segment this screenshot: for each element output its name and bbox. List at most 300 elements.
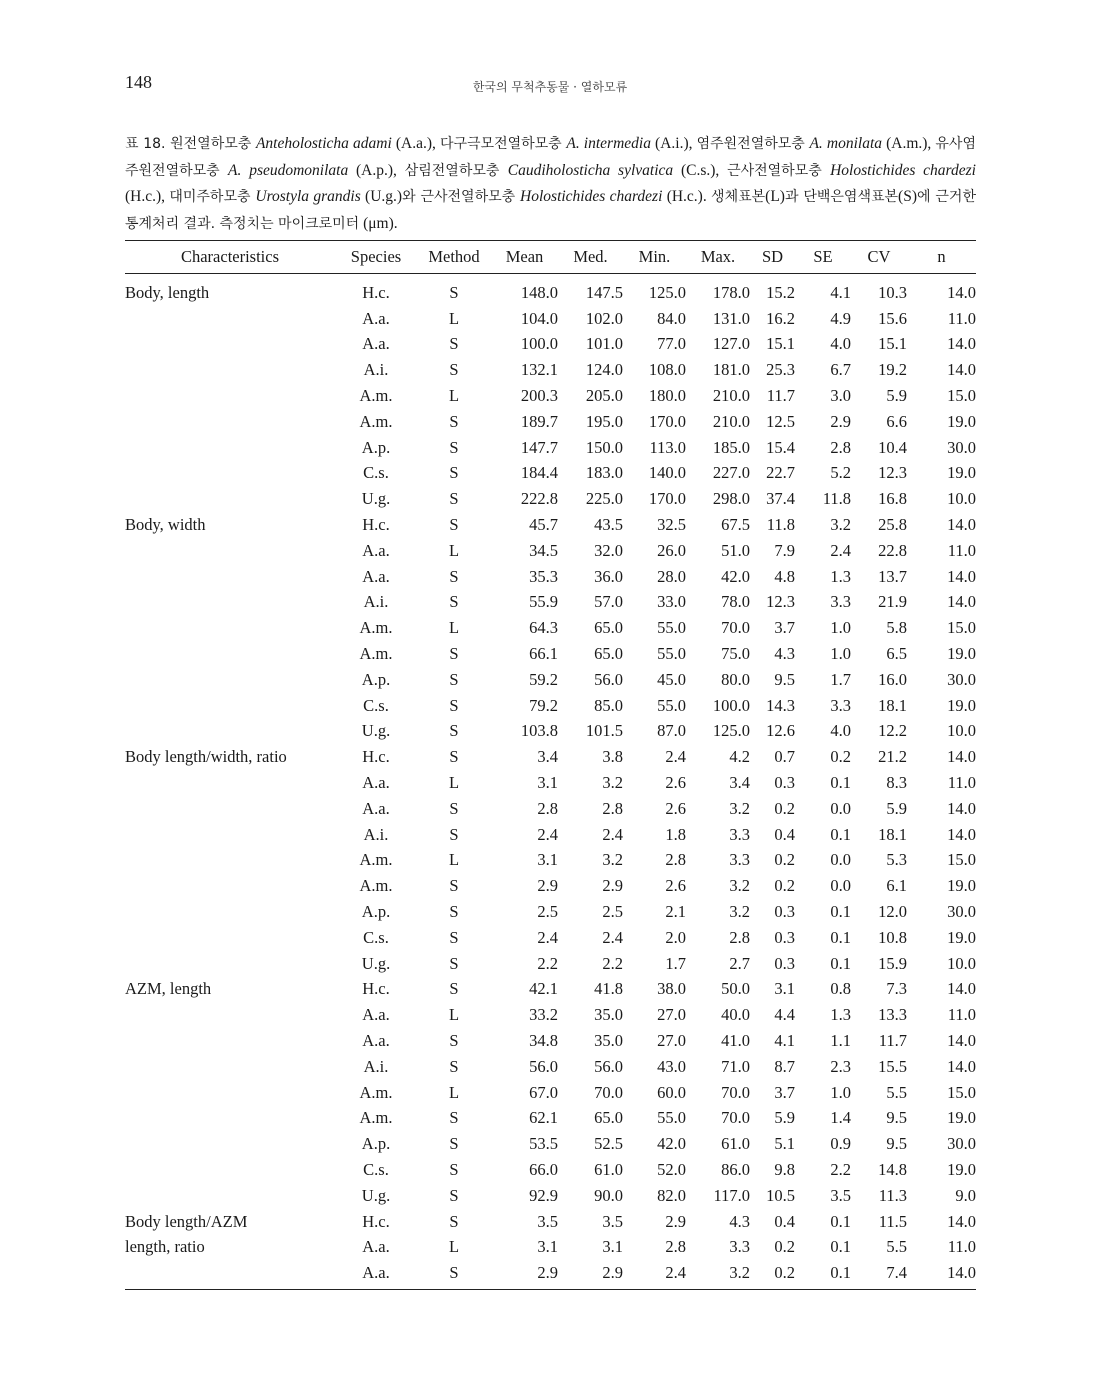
sd-cell: 12.3 [766, 592, 795, 612]
table-row [125, 744, 976, 770]
median-cell: 65.0 [594, 644, 623, 664]
cv-cell: 5.5 [886, 1082, 907, 1102]
median-cell: 2.4 [602, 824, 623, 844]
header-method: Method [417, 241, 491, 274]
sd-cell: 3.1 [774, 979, 795, 999]
max-cell: 70.0 [721, 1108, 750, 1128]
caption-text: 염주원전열하모충 [696, 136, 810, 152]
se-cell: 4.1 [830, 282, 851, 302]
characteristic-cell [125, 409, 335, 435]
cv-cell: 15.9 [878, 953, 907, 973]
median-cell: 56.0 [594, 1056, 623, 1076]
header-row [125, 241, 976, 274]
se-cell: 2.9 [830, 411, 851, 431]
species-cell: U.g. [361, 721, 391, 741]
n-cell: 10.0 [947, 953, 976, 973]
species-cell: A.m. [359, 618, 393, 638]
characteristic-cell [125, 1157, 335, 1183]
se-cell: 6.7 [830, 360, 851, 380]
method-cell: S [449, 644, 459, 664]
characteristic-cell: Body length/AZM [125, 1211, 248, 1231]
n-cell: 19.0 [947, 1108, 976, 1128]
min-cell: 82.0 [657, 1185, 686, 1205]
species-cell: A.a. [362, 1005, 390, 1025]
median-cell: 35.0 [594, 1005, 623, 1025]
se-cell: 0.9 [830, 1134, 851, 1154]
sd-cell: 3.7 [774, 618, 795, 638]
method-cell: S [449, 721, 459, 741]
caption-text: 근사전열하모충 [727, 162, 831, 179]
characteristic-cell [125, 1260, 335, 1289]
max-cell: 78.0 [721, 592, 750, 612]
min-cell: 77.0 [657, 334, 686, 354]
max-cell: 2.7 [729, 953, 750, 973]
table-row [125, 1157, 976, 1183]
mean-cell: 55.9 [529, 592, 558, 612]
sd-cell: 11.7 [766, 386, 795, 406]
min-cell: 2.0 [665, 927, 686, 947]
min-cell: 2.9 [665, 1211, 686, 1231]
species-cell: H.c. [362, 979, 390, 999]
table-row [125, 770, 976, 796]
cv-cell: 15.5 [878, 1056, 907, 1076]
species-cell: A.m. [359, 850, 393, 870]
sd-cell: 15.2 [766, 282, 795, 302]
max-cell: 41.0 [721, 1031, 750, 1050]
mean-cell: 34.5 [529, 540, 558, 560]
cv-cell: 12.2 [878, 721, 907, 741]
sd-cell: 15.1 [766, 334, 795, 354]
method-cell: S [417, 1260, 491, 1289]
characteristic-cell [125, 822, 335, 848]
table-row [125, 848, 976, 874]
se-cell: 0.2 [830, 747, 851, 767]
sd-cell: 0.4 [774, 1211, 795, 1231]
page-number: 148 [125, 72, 152, 92]
se-cell: 1.0 [830, 644, 851, 664]
cv-cell: 8.3 [886, 773, 907, 793]
max-cell: 61.0 [721, 1134, 750, 1154]
table-row [125, 822, 976, 848]
sd-cell: 0.2 [774, 850, 795, 870]
se-cell: 0.1 [830, 1211, 851, 1231]
statistics-table [125, 240, 976, 1290]
median-cell: 3.1 [602, 1237, 623, 1257]
median-cell: 65.0 [594, 1108, 623, 1128]
n-cell: 14.0 [947, 1056, 976, 1076]
table-row [125, 435, 976, 461]
max-cell: 3.2 [729, 798, 750, 818]
mean-cell: 2.4 [537, 824, 558, 844]
mean-cell: 148.0 [520, 282, 558, 302]
caption-text: (A.m.), [882, 135, 936, 152]
method-cell: L [448, 850, 460, 870]
se-cell: 2.8 [830, 437, 851, 457]
header-cv: CV [851, 241, 907, 274]
method-cell: S [449, 902, 459, 922]
min-cell: 28.0 [657, 566, 686, 586]
table-row [125, 667, 976, 693]
species-cell: A.m. [359, 1108, 393, 1128]
sd-cell: 0.2 [750, 1260, 795, 1289]
table-row [125, 1106, 976, 1132]
n-cell: 14.0 [947, 515, 976, 535]
cv-cell: 21.2 [878, 747, 907, 767]
species-cell: A.a. [362, 334, 390, 354]
median-cell: 3.5 [602, 1211, 623, 1231]
species-cell: U.g. [361, 489, 391, 509]
se-cell: 0.1 [830, 953, 851, 973]
sd-cell: 4.1 [774, 1031, 795, 1050]
species-cell: A.p. [361, 437, 391, 457]
se-cell: 3.3 [830, 695, 851, 715]
characteristic-cell [125, 693, 335, 719]
species-cell: C.s. [363, 927, 389, 947]
n-cell: 14.0 [947, 334, 976, 354]
min-cell: 2.4 [623, 1260, 686, 1289]
method-cell: S [449, 695, 459, 715]
mean-cell: 3.1 [537, 773, 558, 793]
characteristic-cell [125, 1028, 335, 1054]
median-cell: 205.0 [585, 386, 623, 406]
cv-cell: 13.7 [878, 566, 907, 586]
species-cell: A.m. [359, 386, 393, 406]
n-cell: 14.0 [947, 1211, 976, 1231]
min-cell: 33.0 [657, 592, 686, 612]
min-cell: 55.0 [657, 1108, 686, 1128]
max-cell: 67.5 [721, 515, 750, 535]
median-cell: 56.0 [594, 669, 623, 689]
method-cell: L [448, 773, 460, 793]
caption-text: (A.p.), [348, 161, 405, 179]
characteristic-cell [125, 873, 335, 899]
table-row [125, 641, 976, 667]
caption-text: 다구극모전열하모충 [439, 136, 567, 152]
method-cell: S [449, 592, 459, 612]
min-cell: 1.8 [665, 824, 686, 844]
table-row [125, 1028, 976, 1054]
characteristic-cell [125, 461, 335, 487]
max-cell: 210.0 [712, 411, 750, 431]
species-cell: C.s. [363, 463, 389, 483]
se-cell: 2.4 [830, 540, 851, 560]
max-cell: 50.0 [721, 979, 750, 999]
median-cell: 36.0 [594, 566, 623, 586]
median-cell: 225.0 [585, 489, 623, 509]
table-row [125, 564, 976, 590]
n-cell: 14.0 [947, 592, 976, 612]
mean-cell: 62.1 [529, 1108, 558, 1128]
max-cell: 227.0 [712, 463, 750, 483]
mean-cell: 34.8 [529, 1031, 558, 1050]
sd-cell: 9.5 [774, 669, 795, 689]
cv-cell: 22.8 [878, 540, 907, 560]
header-mean: Mean [491, 241, 558, 274]
table-row [125, 486, 976, 512]
caption-text: (C.s.), [673, 161, 728, 179]
cv-cell: 11.5 [878, 1211, 907, 1231]
se-cell: 2.3 [830, 1056, 851, 1076]
table-row [125, 274, 976, 306]
min-cell: 27.0 [657, 1031, 686, 1050]
characteristic-cell [125, 486, 335, 512]
cv-cell: 7.4 [851, 1260, 907, 1289]
min-cell: 26.0 [657, 540, 686, 560]
sd-cell: 7.9 [774, 540, 795, 560]
mean-cell: 2.5 [537, 902, 558, 922]
max-cell: 131.0 [712, 308, 750, 328]
characteristic-cell [125, 564, 335, 590]
sd-cell: 0.2 [774, 876, 795, 896]
n-cell: 15.0 [947, 618, 976, 638]
n-cell: 14.0 [947, 1031, 976, 1050]
median-cell: 43.5 [594, 515, 623, 535]
method-cell: L [448, 540, 460, 560]
max-cell: 51.0 [721, 540, 750, 560]
mean-cell: 104.0 [520, 308, 558, 328]
max-cell: 100.0 [712, 695, 750, 715]
characteristic-cell [125, 770, 335, 796]
n-cell: 19.0 [947, 463, 976, 483]
method-cell: S [449, 515, 459, 535]
sd-cell: 9.8 [774, 1159, 795, 1179]
characteristic-cell [125, 796, 335, 822]
species-cell: H.c. [362, 1211, 390, 1231]
mean-cell: 53.5 [529, 1134, 558, 1154]
n-cell: 19.0 [947, 695, 976, 715]
species-cell: C.s. [363, 1159, 389, 1179]
cv-cell: 5.9 [886, 798, 907, 818]
mean-cell: 56.0 [529, 1056, 558, 1076]
method-cell: S [449, 1056, 459, 1076]
caption-species-name: A. monilata [809, 135, 882, 152]
se-cell: 1.3 [830, 1005, 851, 1025]
table-row [125, 873, 976, 899]
cv-cell: 19.2 [878, 360, 907, 380]
method-cell: S [449, 1185, 459, 1205]
table-row [125, 1080, 976, 1106]
se-cell: 1.0 [830, 1082, 851, 1102]
n-cell: 30.0 [947, 669, 976, 689]
method-cell: S [449, 411, 459, 431]
table-row [125, 719, 976, 745]
table-row [125, 796, 976, 822]
n-cell: 14.0 [947, 747, 976, 767]
median-cell: 32.0 [594, 540, 623, 560]
se-cell: 11.8 [822, 489, 851, 509]
characteristic-cell [125, 899, 335, 925]
min-cell: 140.0 [648, 463, 686, 483]
se-cell: 4.0 [830, 334, 851, 354]
method-cell: L [448, 618, 460, 638]
cv-cell: 11.3 [878, 1185, 907, 1205]
mean-cell: 59.2 [529, 669, 558, 689]
n-cell: 15.0 [947, 386, 976, 406]
method-cell: S [449, 437, 459, 457]
n-cell: 19.0 [947, 644, 976, 664]
min-cell: 2.6 [665, 773, 686, 793]
median-cell: 90.0 [594, 1185, 623, 1205]
mean-cell: 2.9 [537, 876, 558, 896]
sd-cell: 3.7 [774, 1082, 795, 1102]
mean-cell: 103.8 [520, 721, 558, 741]
median-cell: 183.0 [585, 463, 623, 483]
cv-cell: 13.3 [878, 1005, 907, 1025]
n-cell: 19.0 [947, 927, 976, 947]
mean-cell: 132.1 [520, 360, 558, 380]
species-cell: A.a. [362, 1237, 390, 1257]
min-cell: 42.0 [657, 1134, 686, 1154]
cv-cell: 18.1 [878, 824, 907, 844]
sd-cell: 14.3 [766, 695, 795, 715]
n-cell: 11.0 [947, 1005, 976, 1025]
caption-text: (A.i.), [650, 135, 697, 152]
table-row [125, 306, 976, 332]
table-header [125, 241, 976, 274]
min-cell: 170.0 [648, 489, 686, 509]
n-cell: 14.0 [947, 282, 976, 302]
table-row [125, 538, 976, 564]
mean-cell: 33.2 [529, 1005, 558, 1025]
sd-cell: 22.7 [766, 463, 795, 483]
mean-cell: 2.4 [537, 927, 558, 947]
caption-text: 삼림전열하모충 [404, 162, 508, 179]
method-cell: S [449, 463, 459, 483]
n-cell: 11.0 [947, 308, 976, 328]
characteristic-cell [125, 435, 335, 461]
mean-cell: 67.0 [529, 1082, 558, 1102]
median-cell: 41.8 [594, 979, 623, 999]
cv-cell: 12.0 [878, 902, 907, 922]
min-cell: 125.0 [648, 282, 686, 302]
se-cell: 3.0 [830, 386, 851, 406]
species-cell: A.a. [362, 1031, 390, 1050]
n-cell: 15.0 [947, 1082, 976, 1102]
min-cell: 84.0 [657, 308, 686, 328]
table-row [125, 693, 976, 719]
mean-cell: 66.0 [529, 1159, 558, 1179]
table-row [125, 1209, 976, 1235]
cv-cell: 9.5 [886, 1108, 907, 1128]
species-cell: A.a. [335, 1260, 417, 1289]
sd-cell: 0.3 [774, 953, 795, 973]
min-cell: 55.0 [657, 644, 686, 664]
caption-text: (S) [898, 188, 917, 205]
se-cell: 5.2 [830, 463, 851, 483]
method-cell: S [449, 282, 459, 302]
median-cell: 85.0 [594, 695, 623, 715]
sd-cell: 4.4 [774, 1005, 795, 1025]
table-row [125, 1002, 976, 1028]
species-cell: H.c. [362, 282, 390, 302]
median-cell: 3.2 [602, 850, 623, 870]
mean-cell: 64.3 [529, 618, 558, 638]
table-row [125, 332, 976, 358]
species-cell: A.i. [363, 824, 389, 844]
characteristic-cell [125, 641, 335, 667]
median-cell: 2.5 [602, 902, 623, 922]
header-se: SE [795, 241, 851, 274]
mean-cell: 2.9 [491, 1260, 558, 1289]
species-cell: A.p. [361, 1134, 391, 1154]
se-cell: 1.7 [830, 669, 851, 689]
sd-cell: 0.3 [774, 927, 795, 947]
n-cell: 11.0 [947, 540, 976, 560]
min-cell: 38.0 [657, 979, 686, 999]
median-cell: 65.0 [594, 618, 623, 638]
se-cell: 0.1 [830, 1237, 851, 1257]
sd-cell: 10.5 [766, 1185, 795, 1205]
method-cell: L [448, 1005, 460, 1025]
max-cell: 4.2 [729, 747, 750, 767]
sd-cell: 5.1 [774, 1134, 795, 1154]
n-cell: 10.0 [947, 489, 976, 509]
species-cell: A.m. [359, 876, 393, 896]
se-cell: 1.0 [830, 618, 851, 638]
sd-cell: 11.8 [766, 515, 795, 535]
cv-cell: 5.3 [886, 850, 907, 870]
method-cell: S [449, 1159, 459, 1179]
se-cell: 4.0 [830, 721, 851, 741]
species-cell: A.a. [362, 798, 390, 818]
table-caption [125, 131, 976, 237]
mean-cell: 3.4 [537, 747, 558, 767]
se-cell: 0.1 [830, 902, 851, 922]
table-body [125, 274, 976, 1290]
caption-text: 과 단백은염색표본 [784, 189, 899, 205]
median-cell: 102.0 [585, 308, 623, 328]
table-row [125, 1054, 976, 1080]
table-row [125, 357, 976, 383]
species-cell: A.a. [362, 566, 390, 586]
mean-cell: 92.9 [529, 1185, 558, 1205]
method-cell: S [449, 566, 459, 586]
cv-cell: 9.5 [886, 1134, 907, 1154]
n-cell: 14.0 [947, 979, 976, 999]
characteristic-cell [125, 667, 335, 693]
max-cell: 86.0 [721, 1159, 750, 1179]
mean-cell: 3.1 [537, 850, 558, 870]
table-row [125, 461, 976, 487]
median-cell: 2.2 [602, 953, 623, 973]
caption-text: 와 근사전열하모충 [402, 189, 521, 205]
species-cell: A.i. [363, 1056, 389, 1076]
sd-cell: 0.3 [774, 773, 795, 793]
se-cell: 0.1 [830, 773, 851, 793]
caption-species-name: Caudiholosticha sylvatica [507, 161, 674, 179]
method-cell: S [449, 953, 459, 973]
caption-text: 유사염주원전열하모충 [125, 136, 976, 179]
table-row [125, 512, 976, 538]
cv-cell: 10.4 [878, 437, 907, 457]
characteristic-cell [125, 332, 335, 358]
mean-cell: 100.0 [520, 334, 558, 354]
max-cell: 125.0 [712, 721, 750, 741]
sd-cell: 12.5 [766, 411, 795, 431]
min-cell: 87.0 [657, 721, 686, 741]
caption-text: (U.g.) [360, 188, 403, 205]
max-cell: 42.0 [721, 566, 750, 586]
min-cell: 43.0 [657, 1056, 686, 1076]
species-cell: U.g. [361, 953, 391, 973]
cv-cell: 6.1 [886, 876, 907, 896]
min-cell: 108.0 [648, 360, 686, 380]
species-cell: C.s. [363, 695, 389, 715]
n-cell: 14.0 [947, 360, 976, 380]
header-species: Species [335, 241, 417, 274]
method-cell: L [448, 1237, 460, 1257]
median-cell: 195.0 [585, 411, 623, 431]
